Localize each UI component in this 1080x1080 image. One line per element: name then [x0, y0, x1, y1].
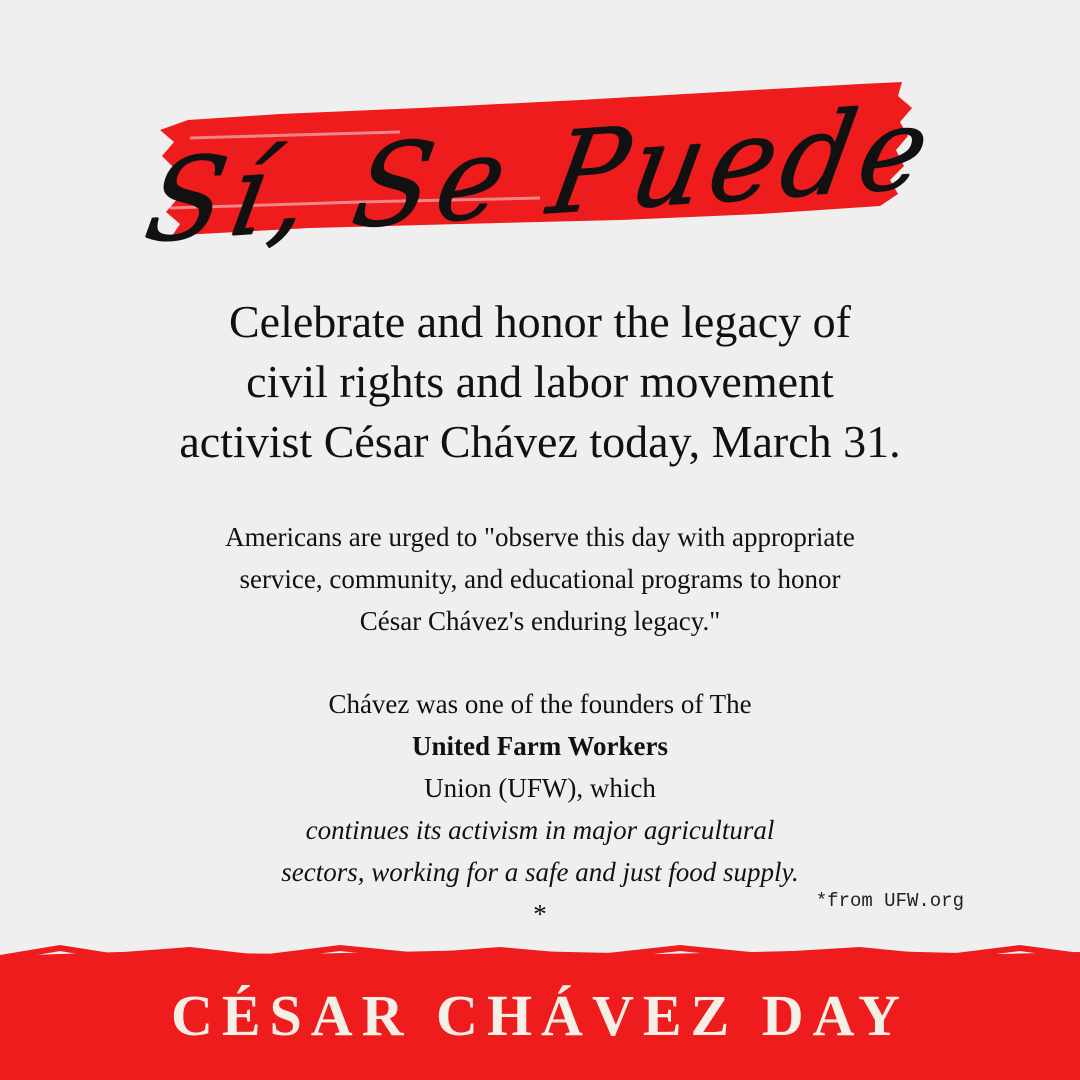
source-note: *from UFW.org — [815, 890, 964, 912]
ufw-name: United Farm Workers — [412, 731, 668, 761]
headline-line: civil rights and labor movement — [246, 356, 834, 407]
paragraph-line: César Chávez's enduring legacy." — [359, 606, 721, 636]
footer-title: CÉSAR CHÁVEZ DAY — [170, 983, 910, 1048]
italic-run: sectors, working for a safe and just food supply. — [281, 857, 799, 887]
italic-run: continues its activism in major agricultural — [305, 815, 775, 845]
script-title: Sí, Se Puede — [136, 81, 944, 269]
quote-paragraph — [90, 516, 990, 642]
paragraph-line: Americans are urged to "observe this day with appropriate — [225, 522, 855, 552]
headline-line: Celebrate and honor the legacy of — [228, 296, 851, 347]
text-run: Union (UFW), which — [424, 773, 656, 803]
headline-line: activist César Chávez today, March 31. — [179, 416, 901, 467]
asterisk: * — [533, 899, 547, 929]
paragraph-line — [90, 767, 990, 851]
headline — [80, 292, 1000, 472]
text-run: Chávez was one of the founders of The — [328, 689, 752, 719]
paragraph-line: service, community, and educational programs to honor — [239, 564, 841, 594]
paragraph-line — [90, 683, 990, 767]
